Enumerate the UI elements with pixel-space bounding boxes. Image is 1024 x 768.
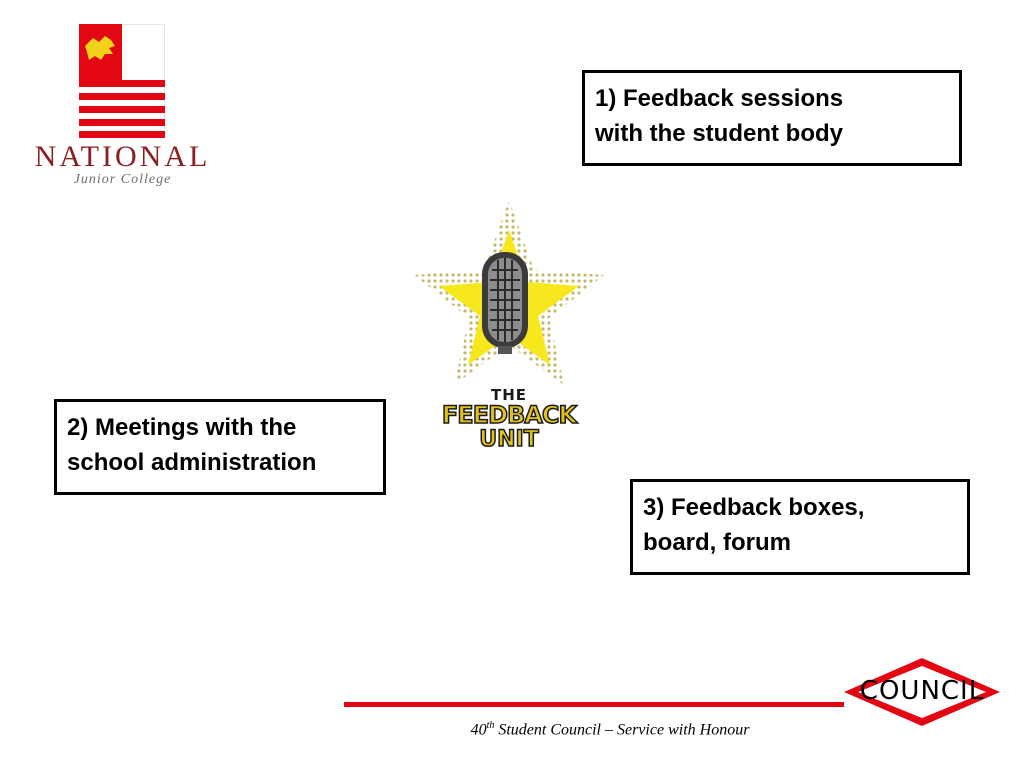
school-name: NATIONAL xyxy=(34,140,211,173)
meetings-box: 2) Meetings with the school administration xyxy=(54,399,386,495)
footer-superscript: th xyxy=(486,720,495,731)
feedback-logo-the: THE xyxy=(490,386,528,404)
njc-crest-icon xyxy=(79,24,165,138)
footer-caption xyxy=(400,720,820,739)
feedback-logo-subtitle: UNIT xyxy=(479,427,539,452)
footer-number: 40 xyxy=(470,721,487,739)
footer-divider xyxy=(344,702,844,707)
feedback-sessions-box: 1) Feedback sessions with the student body xyxy=(582,70,962,166)
footer-text: Student Council – Service with Honour xyxy=(494,721,750,739)
council-logo-text: COUNCIL xyxy=(859,676,985,706)
microphone-icon xyxy=(482,252,528,354)
feedback-boxes-box: 3) Feedback boxes, board, forum xyxy=(630,479,970,575)
school-subtitle: Junior College xyxy=(73,172,172,187)
feedback-logo-title: FEEDBACK xyxy=(441,401,577,429)
